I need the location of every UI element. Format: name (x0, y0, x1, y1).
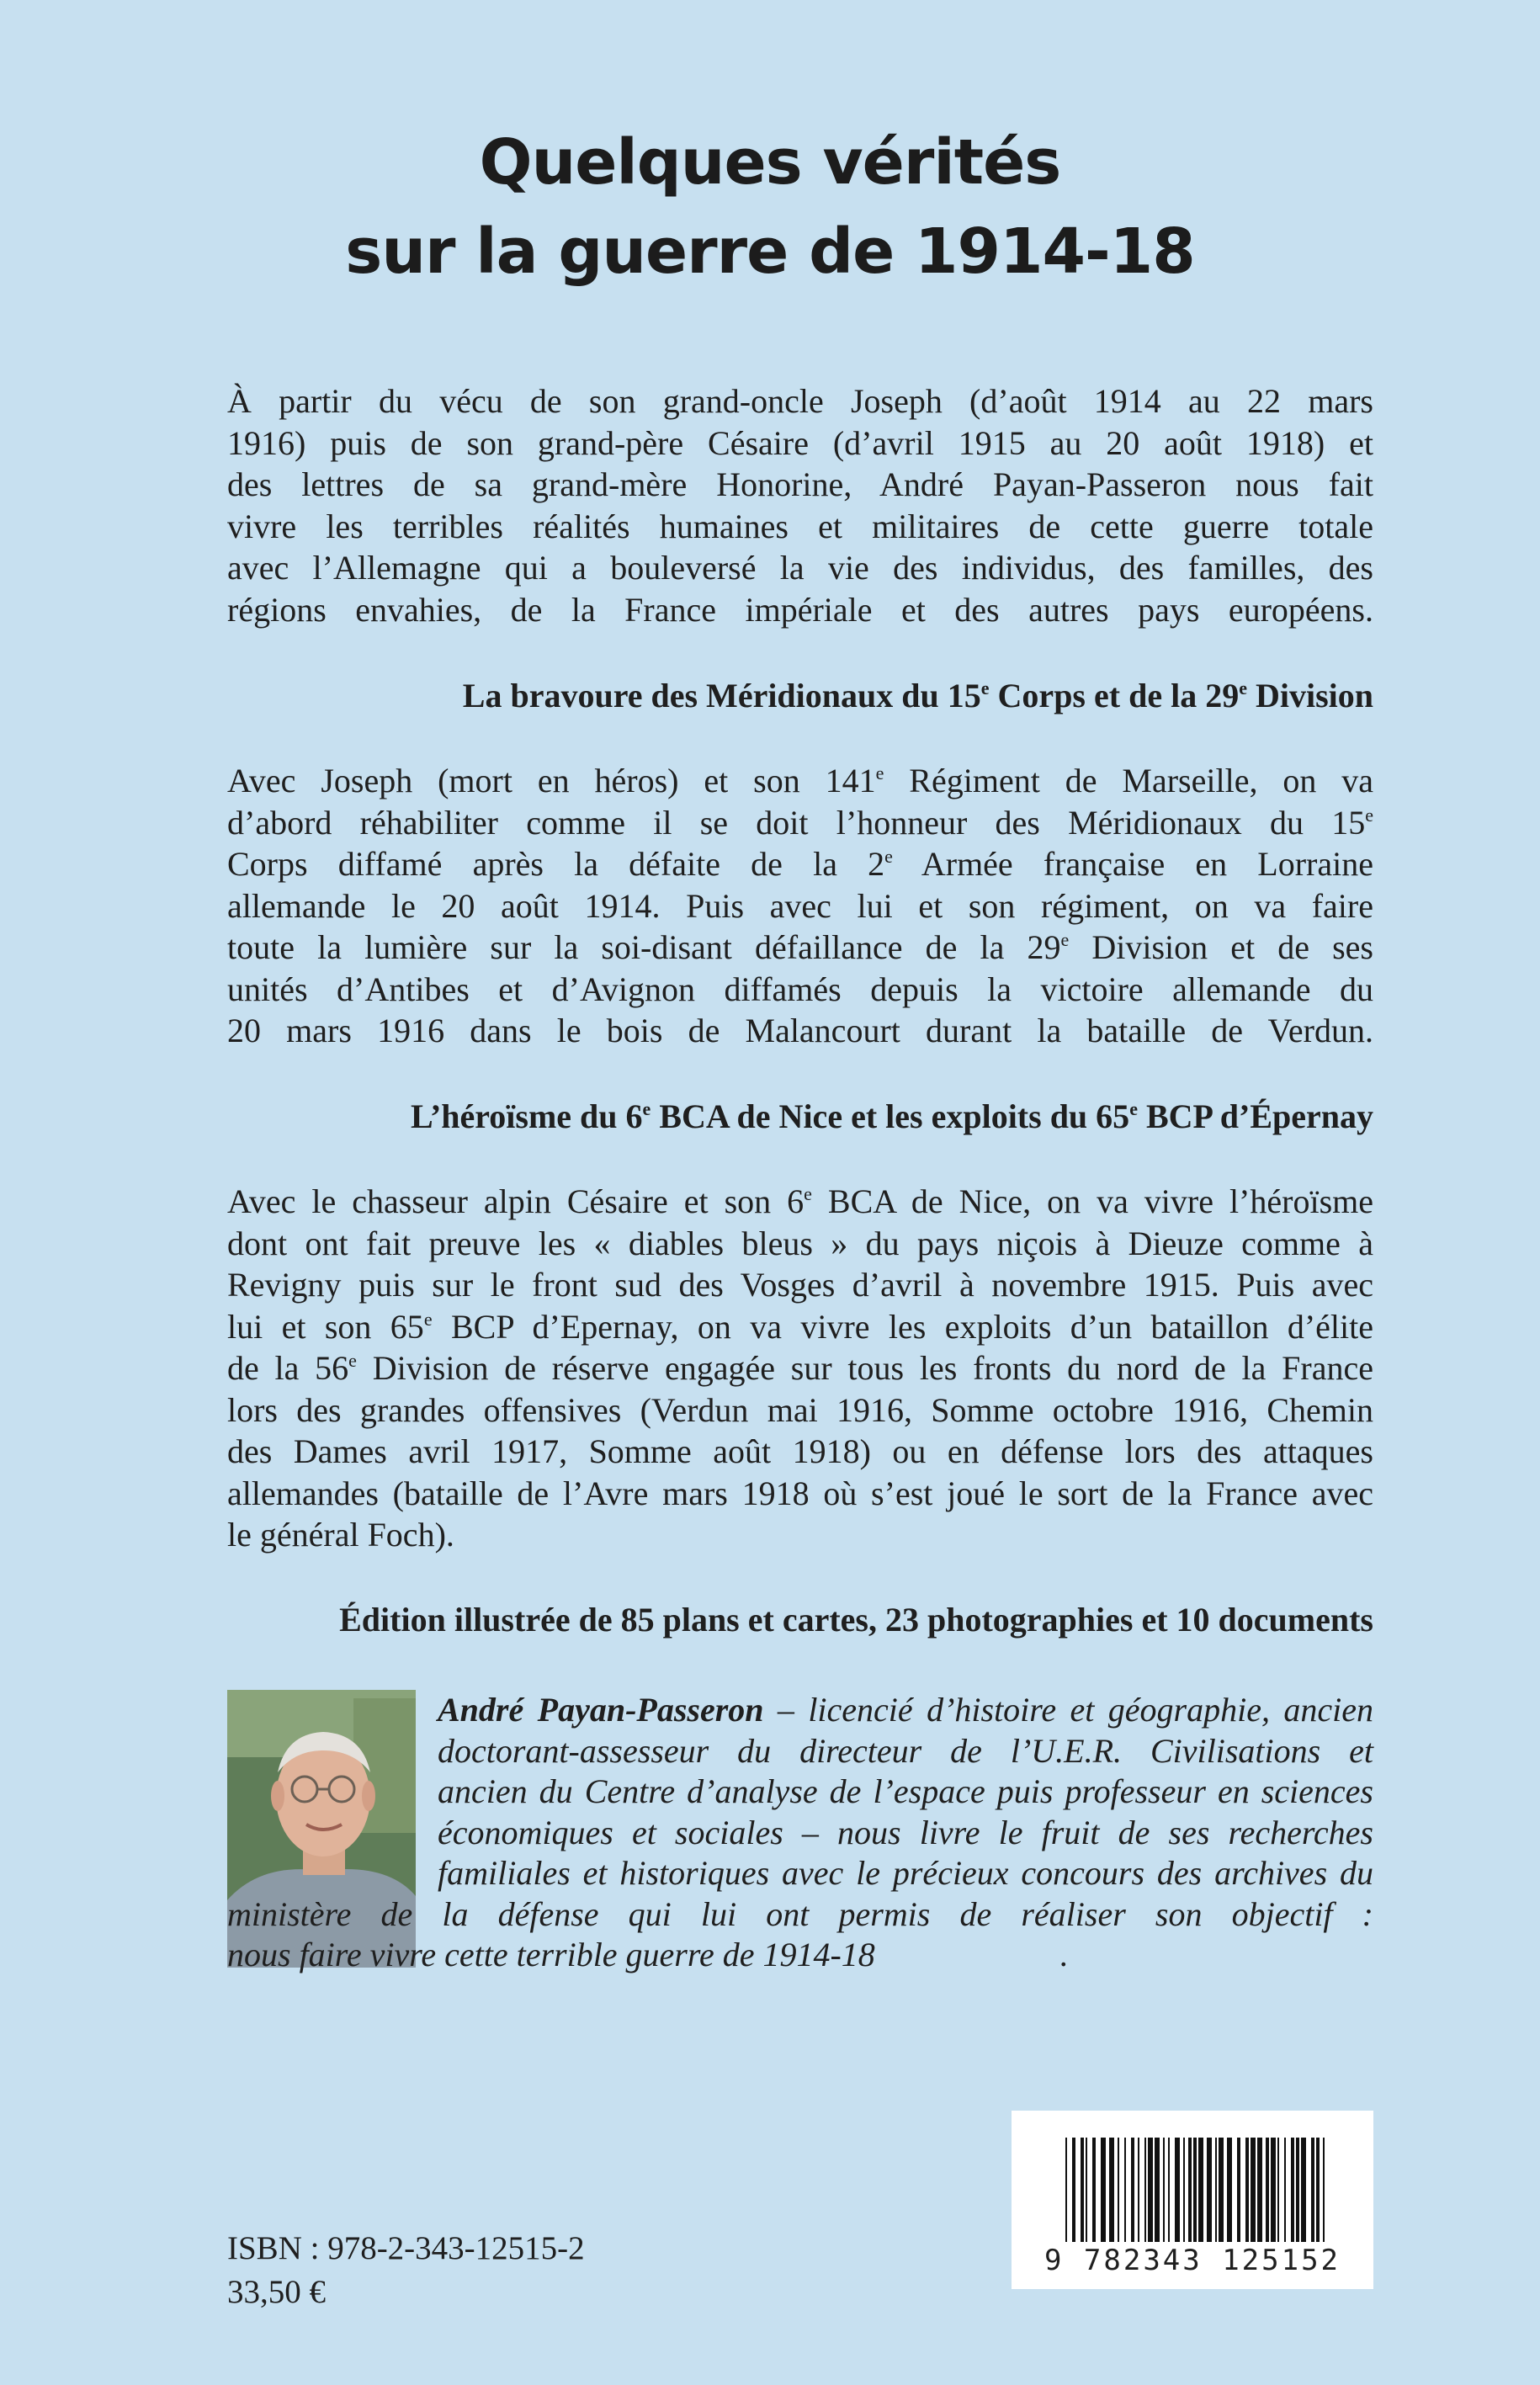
barcode-bar (1257, 2138, 1262, 2242)
edition-note: Édition illustrée de 85 plans et cartes, 23 photographies et 10 documents (339, 1601, 1373, 1639)
barcode-bar (1198, 2138, 1203, 2242)
bio-line: nous faire vivre cette terrible guerre de 1914-18 . (227, 1936, 1069, 1973)
barcode-bar (1219, 2138, 1224, 2242)
barcode-bar (1148, 2138, 1153, 2242)
isbn-block (227, 2227, 585, 2314)
paragraph-line: toute la lumière sur la soi-disant défaillance de la 29e Division et de ses (227, 928, 1373, 966)
book-title (0, 118, 1540, 296)
paragraph-line: unités d’Antibes et d’Avignon diffamés depuis la victoire allemande du (227, 969, 1373, 1008)
barcode-bar (1163, 2138, 1165, 2242)
intro-line: vivre les terribles réalités humaines et militaires de cette guerre totale (227, 507, 1373, 545)
barcode-bar (1144, 2138, 1146, 2242)
barcode-bar (1188, 2138, 1192, 2242)
title-line-1: Quelques vérités (479, 126, 1061, 199)
bio-line: économiques et sociales – nous livre le fruit de ses recherches (438, 1813, 1373, 1851)
intro-line: régions envahies, de la France impériale et des autres pays européens. (227, 590, 1373, 629)
section-heading-1: La bravoure des Méridionaux du 15e Corps et de la 29e Division (462, 677, 1373, 714)
paragraph-line: de la 56e Division de réserve engagée sur tous les fronts du nord de la France (227, 1349, 1373, 1387)
barcode-bar (1251, 2138, 1256, 2242)
barcode-bar (1175, 2138, 1180, 2242)
barcode (1012, 2111, 1373, 2289)
paragraph-line: Corps diffamé après la défaite de la 2e Armée française en Lorraine (227, 845, 1373, 883)
isbn-text: ISBN : 978-2-343-12515-2 (227, 2230, 585, 2266)
paragraph-line: 20 mars 1916 dans le bois de Malancourt durant la bataille de Verdun. (227, 1012, 1373, 1049)
barcode-bar (1301, 2138, 1306, 2242)
intro-line: 1916) puis de son grand-père Césaire (d’avril 1915 au 20 août 1918) et (227, 423, 1373, 462)
bio-line: familiales et historiques avec le précieux concours des archives du (438, 1854, 1373, 1892)
barcode-bar (1237, 2138, 1240, 2242)
paragraph-line: allemandes (bataille de l’Avre mars 1918 où s’est joué le sort de la France avec (227, 1474, 1373, 1512)
barcode-bar (1266, 2138, 1269, 2242)
barcode-bar (1227, 2138, 1232, 2242)
barcode-bar (1101, 2138, 1106, 2242)
paragraph-line: Avec Joseph (mort en héros) et son 141e Régiment de Marseille, on va (227, 762, 1374, 799)
barcode-bar (1296, 2138, 1299, 2242)
barcode-digits: 9 782343 125152 (1043, 2244, 1341, 2277)
section-heading-2: L’héroïsme du 6e BCA de Nice et les exploits du 65e BCP d’Épernay (410, 1097, 1373, 1135)
barcode-bar (1207, 2138, 1212, 2242)
barcode-bar (1245, 2138, 1249, 2242)
barcode-bar (1291, 2138, 1294, 2242)
intro-line: des lettres de sa grand-mère Honorine, André Payan-Passeron nous fait (227, 465, 1373, 503)
barcode-bar (1215, 2138, 1217, 2242)
paragraph-line: le général Foch). (227, 1516, 454, 1554)
bio-line: ministère de la défense qui lui ont permis de réaliser son objectif : (227, 1894, 1373, 1933)
barcode-bar (1065, 2138, 1067, 2242)
section-1-paragraph (227, 760, 1373, 1052)
barcode-bar (1124, 2138, 1126, 2242)
barcode-bar (1131, 2138, 1134, 2242)
bio-line: ancien du Centre d’analyse de l’espace puis professeur en sciences (438, 1772, 1373, 1810)
barcode-bar (1316, 2138, 1320, 2242)
intro-line: À partir du vécu de son grand-oncle Joseph (d’août 1914 au 22 mars (227, 382, 1373, 420)
barcode-bar (1168, 2138, 1170, 2242)
barcode-bar (1323, 2138, 1325, 2242)
intro-line: avec l’Allemagne qui a bouleversé la vie des individus, des familles, des (227, 549, 1373, 587)
section-2-paragraph (227, 1181, 1373, 1556)
paragraph-line: d’abord réhabiliter comme il se doit l’honneur des Méridionaux du 15e (227, 803, 1373, 842)
intro-paragraph (227, 380, 1373, 630)
barcode-bar (1155, 2138, 1160, 2242)
barcode-bar (1118, 2138, 1119, 2242)
barcode-bar (1277, 2138, 1279, 2242)
author-bio (227, 1690, 1373, 1976)
paragraph-line: lui et son 65e BCP d’Epernay, on va vivre les exploits d’un bataillon d’élite (227, 1307, 1373, 1346)
barcode-bar (1193, 2138, 1197, 2242)
paragraph-line: lors des grandes offensives (Verdun mai 1916, Somme octobre 1916, Chemin (227, 1390, 1373, 1429)
paragraph-line: dont ont fait preuve les « diables bleus » du pays niçois à Dieuze comme à (227, 1224, 1373, 1262)
paragraph-line: Avec le chasseur alpin Césaire et son 6e BCA de Nice, on va vivre l’héroïsme (227, 1182, 1373, 1220)
paragraph-line: Revigny puis sur le front sud des Vosges d’avril à novembre 1915. Puis avec (227, 1266, 1373, 1304)
paragraph-line: des Dames avril 1917, Somme août 1918) ou en défense lors des attaques (227, 1432, 1373, 1470)
barcode-bar (1086, 2138, 1087, 2242)
barcode-bar (1109, 2138, 1114, 2242)
barcode-bar (1138, 2138, 1139, 2242)
barcode-bar (1284, 2138, 1286, 2242)
title-line-2: sur la guerre de 1914-18 (345, 215, 1195, 288)
barcode-bar (1072, 2138, 1075, 2242)
barcode-bar (1092, 2138, 1096, 2242)
bio-line: André Payan-Passeron – licencié d’histoire et géographie, ancien (438, 1691, 1373, 1729)
barcode-bar (1271, 2138, 1276, 2242)
author-name: André Payan-Passeron (438, 1691, 764, 1729)
barcode-bar (1183, 2138, 1185, 2242)
paragraph-line: allemande le 20 août 1914. Puis avec lui et son régiment, on va faire (227, 886, 1373, 925)
barcode-bar (1311, 2138, 1314, 2242)
bio-line: doctorant-assesseur du directeur de l’U.E.R. Civilisations et (438, 1731, 1373, 1770)
price-text: 33,50 € (227, 2274, 326, 2310)
barcode-bar (1081, 2138, 1084, 2242)
